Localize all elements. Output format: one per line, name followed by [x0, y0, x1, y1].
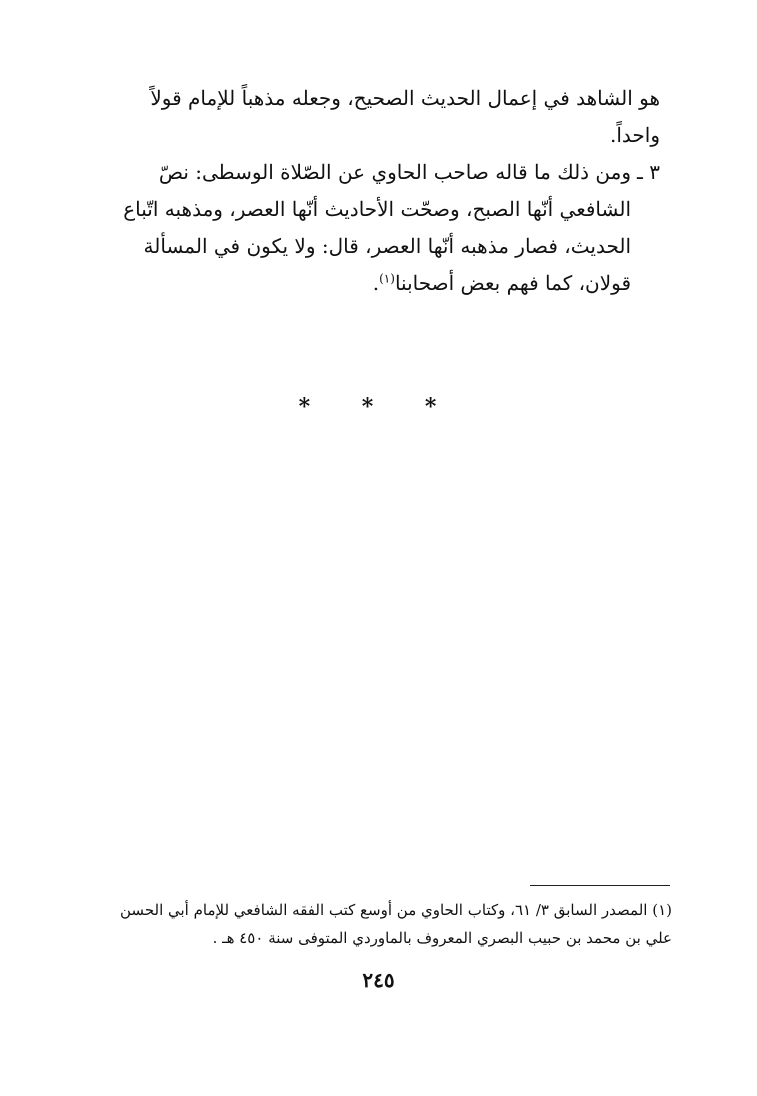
footnote-text: المصدر السابق ٣/ ٦١، وكتاب الحاوي من أوسع كتب الفقه الشافعي للإمام أبي الحسن علي بن محمد بن حبيب البصري المعروف بالماوردي المتوفى سنة ٤٥٠ هـ . [120, 901, 672, 947]
footnote-divider [530, 885, 670, 886]
item-text [100, 154, 631, 302]
paragraph-1: هو الشاهد في إعمال الحديث الصحيح، وجعله مذهباً للإمام قولاً واحداً. [150, 86, 660, 147]
footnotes [100, 896, 672, 952]
section-separator: * * * [298, 394, 459, 420]
item-number: ٣ ـ [637, 160, 660, 184]
item-end: . [372, 271, 380, 295]
footnote-reference[interactable]: (١) [379, 271, 395, 286]
footnote-number: (١) [652, 901, 672, 919]
footnote-1 [100, 896, 672, 952]
main-text [100, 80, 660, 302]
page-number: ٢٤٥ [362, 968, 395, 992]
item-body: ومن ذلك ما قاله صاحب الحاوي عن الصّلاة الوسطى: نصّ الشافعي أنّها الصبح، وصحّت الأحاديث أنّها العصر، ومذهبه اتّباع الحديث، فصار مذهبه أنّها العصر، قال: ولا يكون في المسألة قولان، كما فهم بعض أصحابنا [123, 160, 632, 295]
list-item-3 [100, 154, 660, 302]
